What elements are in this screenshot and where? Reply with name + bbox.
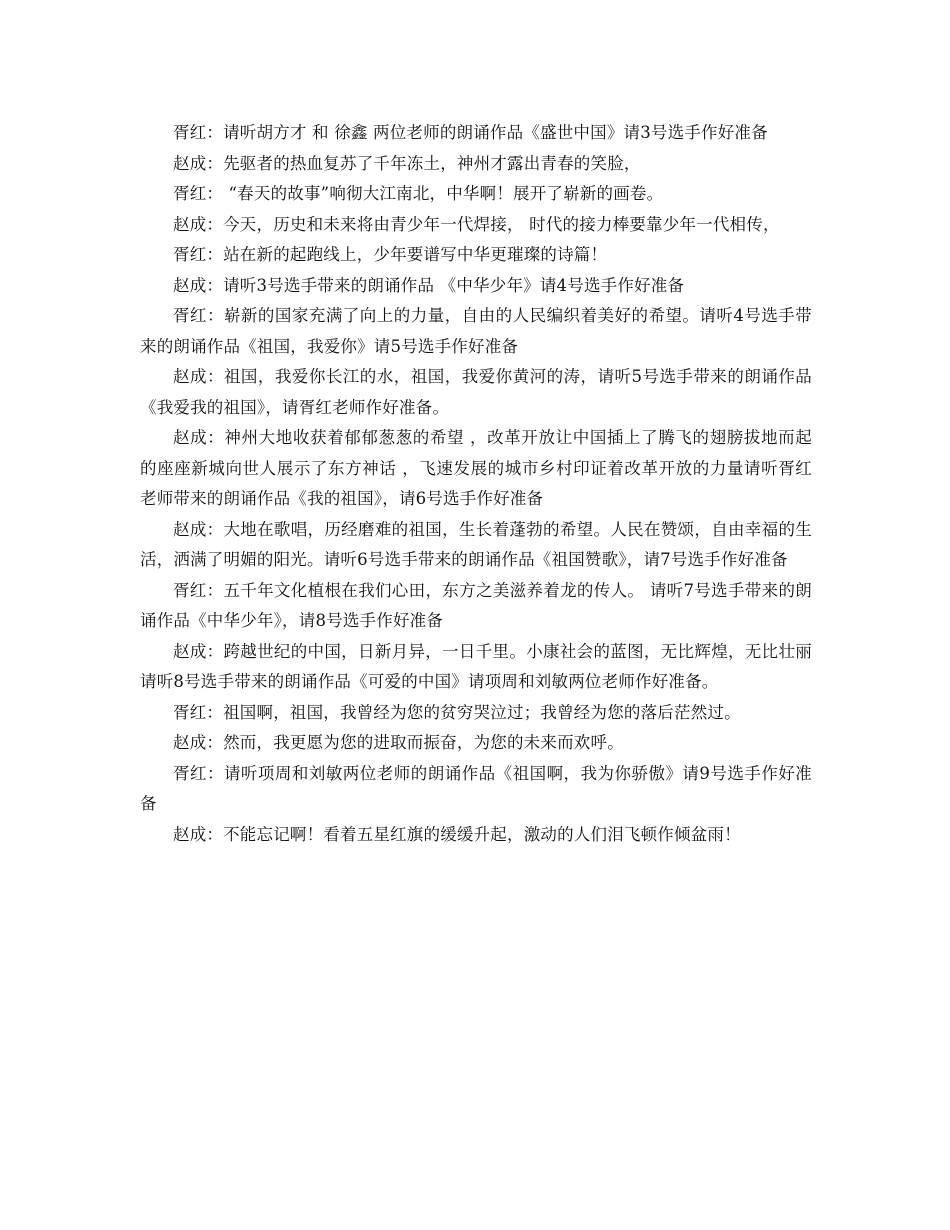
dialogue-paragraph: 赵成：今天，历史和未来将由青少年一代焊接， 时代的接力棒要靠少年一代相传， (173, 214, 780, 234)
dialogue-paragraph: 赵成：先驱者的热血复苏了千年冻土，神州才露出青春的笑脸， (173, 153, 641, 173)
dialogue-paragraph: 赵成：跨越世纪的中国，日新月异，一日千里。小康社会的蓝图，无比辉煌，无比壮丽请听8号选手带来的朗诵作品《可爱的中国》请项周和刘敏两位老师作好准备。 (140, 641, 812, 691)
dialogue-paragraph: 赵成：祖国，我爱你长江的水，祖国，我爱你黄河的涛，请听5号选手带来的朗诵作品《我爱我的祖国》，请胥红老师作好准备。 (140, 367, 812, 417)
dialogue-paragraph: 胥红：请听项周和刘敏两位老师的朗诵作品《祖国啊，我为你骄傲》请9号选手作好准备 (140, 763, 812, 813)
dialogue-paragraph: 胥红： “春天的故事”响彻大江南北，中华啊！展开了崭新的画卷。 (173, 184, 664, 203)
dialogue-paragraph: 胥红：崭新的国家充满了向上的力量，自由的人民编织着美好的希望。请听4号选手带来的朗诵作品《祖国，我爱你》请5号选手作好准备 (140, 306, 812, 356)
dialogue-paragraph: 赵成：大地在歌唱，历经磨难的祖国，生长着蓬勃的希望。人民在赞颂，自由幸福的生活，洒满了明媚的阳光。请听6号选手带来的朗诵作品《祖国赞歌》，请7号选手作好准备 (140, 519, 812, 569)
dialogue-paragraph: 赵成：然而，我更愿为您的进取而振奋，为您的未来而欢呼。 (173, 733, 624, 752)
dialogue-paragraph: 赵成：不能忘记啊！看着五星红旗的缓缓升起，激动的人们泪飞顿作倾盆雨！ (173, 824, 741, 844)
dialogue-paragraph: 胥红：祖国啊，祖国，我曾经为您的贫穷哭泣过；我曾经为您的落后茫然过。 (173, 702, 741, 722)
dialogue-paragraph: 胥红：站在新的起跑线上，少年要谱写中华更璀璨的诗篇！ (173, 245, 608, 264)
dialogue-paragraph: 胥红：请听胡方才 和 徐鑫 两位老师的朗诵作品《盛世中国》请3号选手作好准备 (173, 123, 768, 142)
dialogue-paragraph: 赵成：请听3号选手带来的朗诵作品 《中华少年》请4号选手作好准备 (173, 275, 685, 295)
dialogue-paragraph: 胥红：五千年文化植根在我们心田，东方之美滋养着龙的传人。 请听7号选手带来的朗诵作品《中华少年》，请8号选手作好准备 (140, 580, 812, 630)
dialogue-paragraph: 赵成：神州大地收获着郁郁葱葱的希望 ，改革开放让中国插上了腾飞的翅膀拔地而起的座座新城向世人展示了东方神话 ，飞速发展的城市乡村印证着改革开放的力量请听胥红老师带来的朗诵作品《我的祖国》，请6号选手作好准备 (140, 428, 812, 508)
script-body (140, 118, 812, 850)
